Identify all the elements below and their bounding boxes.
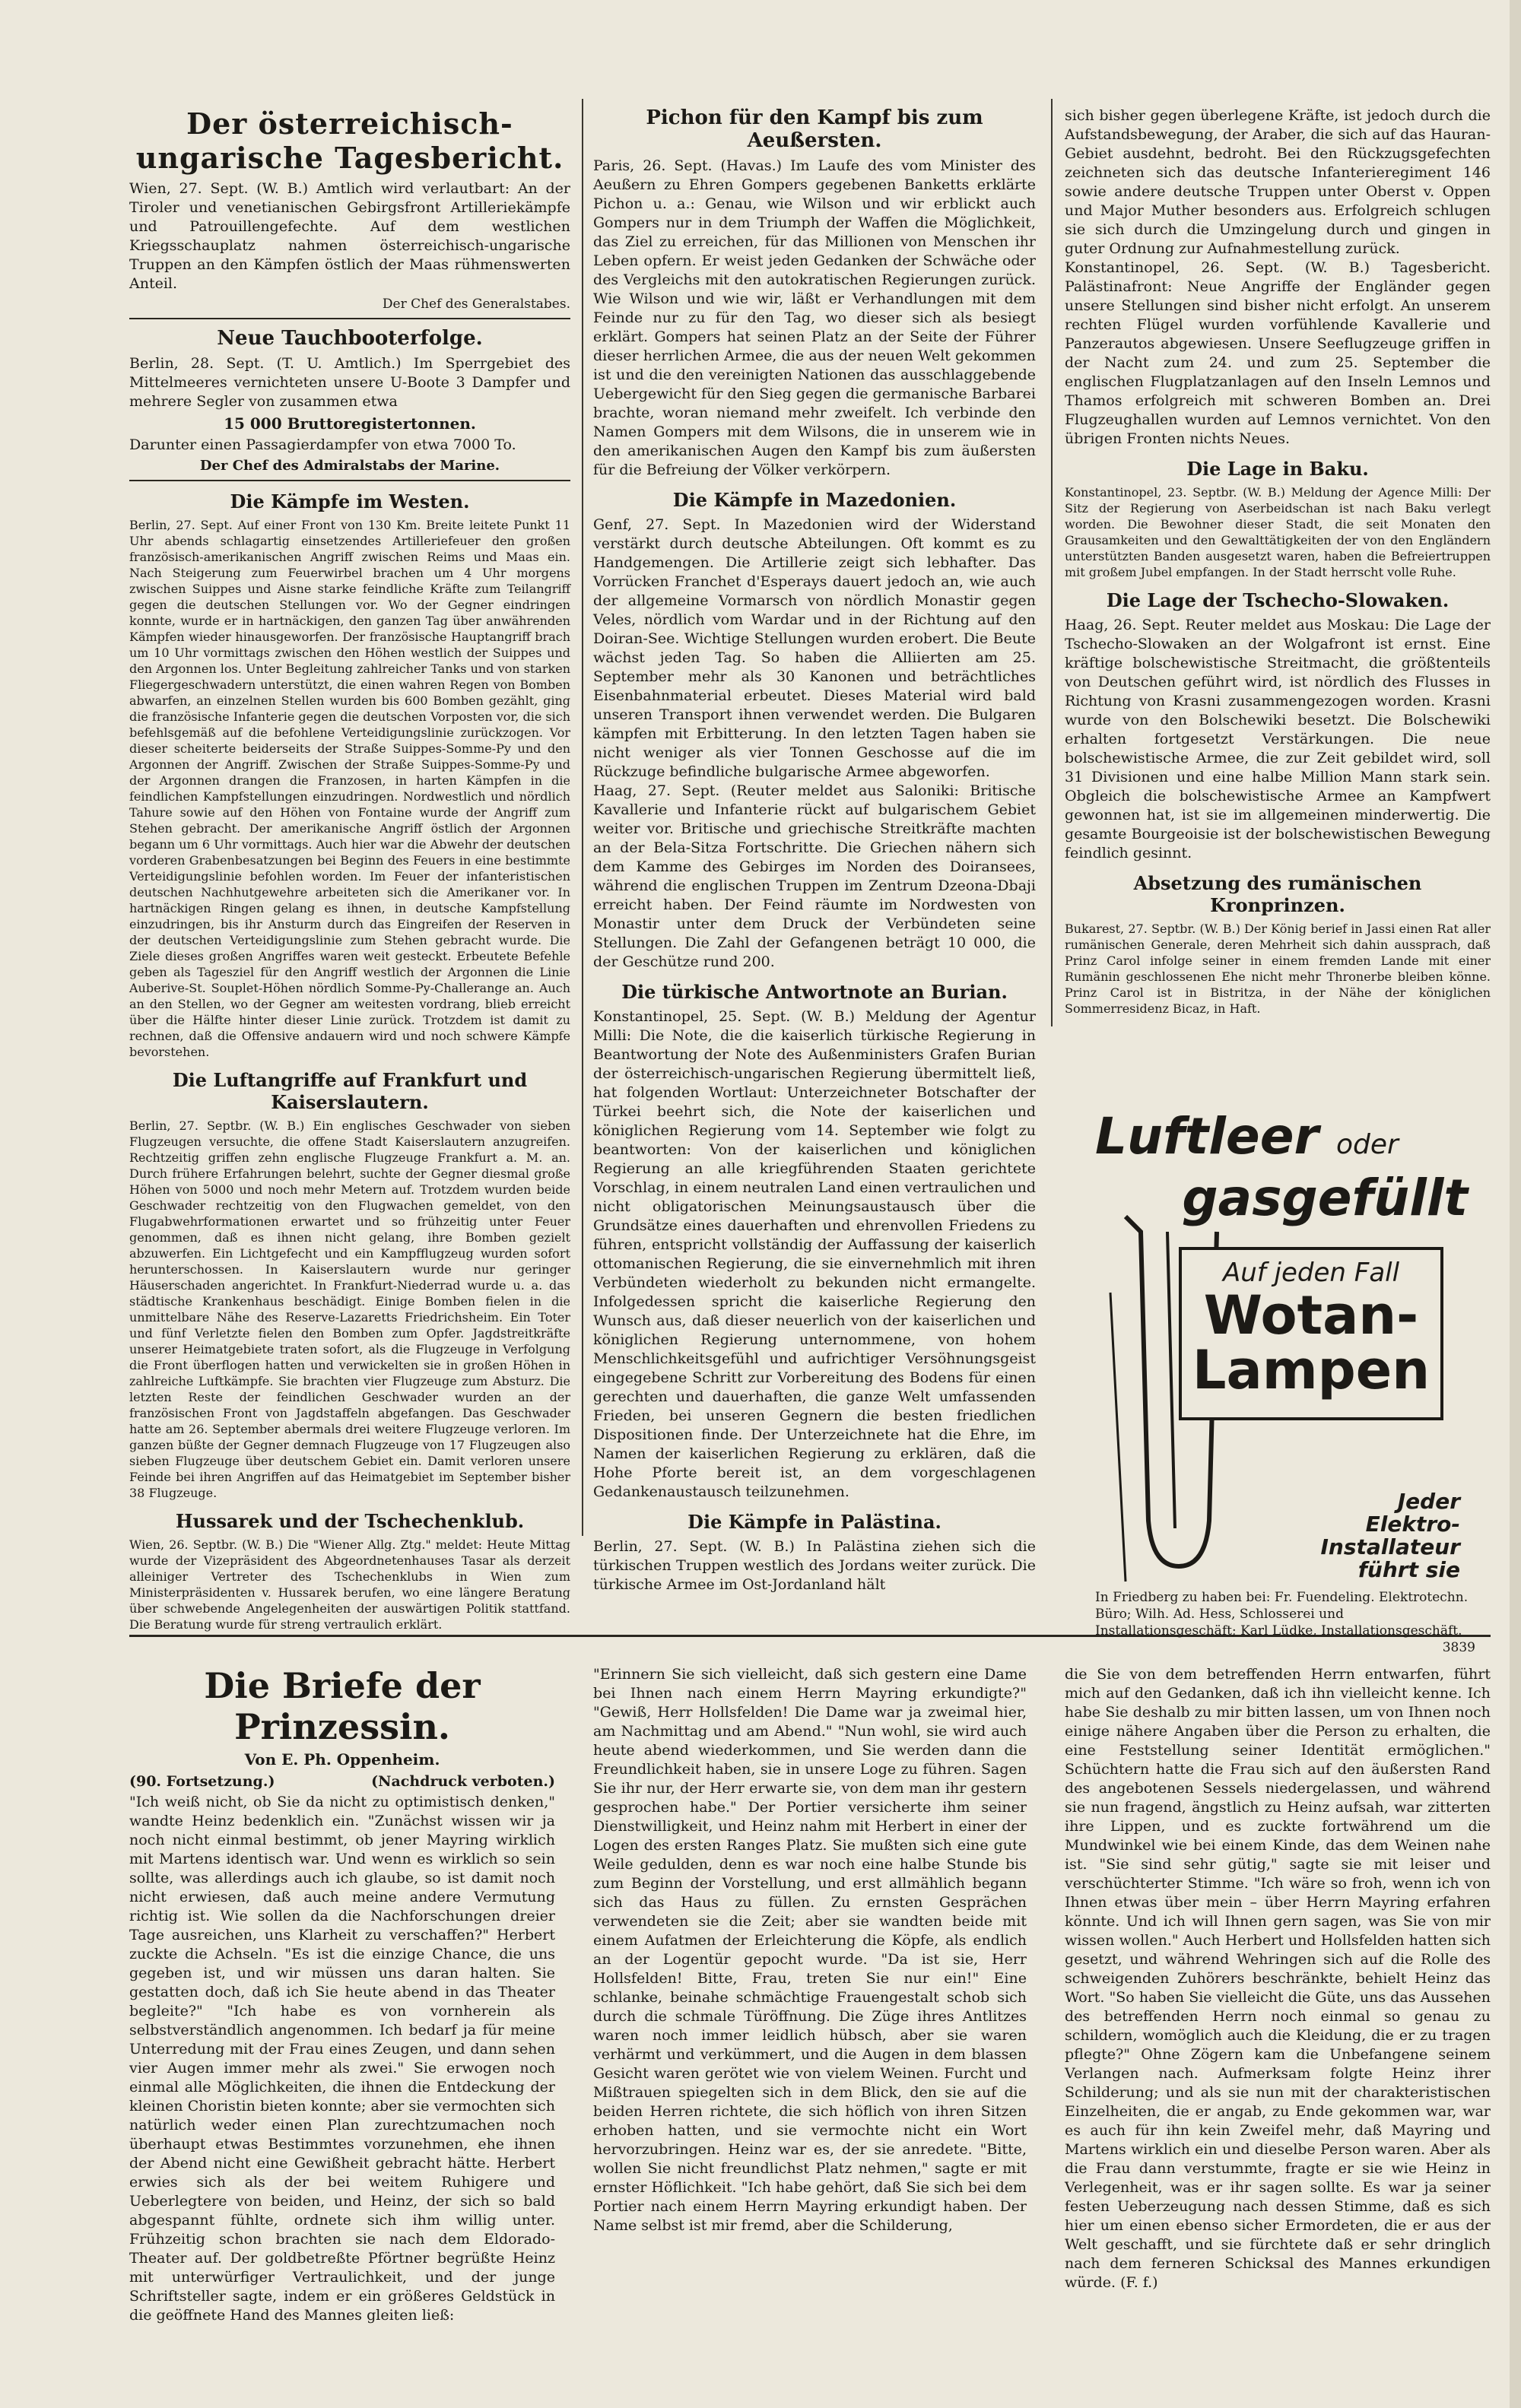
czech-body: Haag, 26. Sept. Reuter meldet aus Moskau: Die Lage der Tschecho-Slowaken an der Wolgafront ist ernst. Eine kräftige bolschewistische Streitmacht, die größtenteils von Deutschen geführt wird, ist nördlich des Flusses in Richtung von Krasni zusammengezogen worden. Krasni wurde von den Bolschewiki besetzt. Die Bolschewiki erhalten fortgesetzt Verstärkungen. Die neue bolschewistische Armee, die zur Zeit gebildet wird, soll 31 Divisionen und eine halbe Million Mann stark sein. Obgleich die bolschewistische Armee an Kampfwert gewonnen hat, ist sie im allgemeinen minderwertig. Die gesamte Bourgeoisie ist der bolschewistischen Bewegung feindlich gesinnt.: [1065, 617, 1491, 861]
uboat-note: Darunter einen Passagierdampfer von etwa 7000 To.: [129, 436, 516, 453]
ad-line-1: Luftleer: [1095, 1107, 1319, 1166]
west-title: Die Kämpfe im Westen.: [230, 490, 470, 512]
report-signature: Der Chef des Generalstabes.: [382, 297, 570, 312]
burian-title: Die türkische Antwortnote an Burian.: [621, 981, 1008, 1003]
serial-author: Von E. Ph. Oppenheim.: [244, 1750, 440, 1769]
ad-tagline-2: Elektro-Installateur: [1320, 1512, 1460, 1559]
pichon-title: Pichon für den Kampf bis zum Aeußersten.: [646, 106, 983, 152]
mac-body: Genf, 27. Sept. In Mazedonien wird der Widerstand verstärkt durch deutsche Abteilungen. Oft kommt es zu Handgemengen. Die Artillerie zeigt sich lebhafter. Das Vorrücken Franchet d'Esperays dauert jedoch an, wie auch der allgemeine Vormarsch von nördlich Monastir gegen Veles, nördlich vom Wardar und in der Richtung auf den Doiran-See. Wichtige Stellungen wurden erobert. Die Beute wächst jeden Tag. So haben die Alliierten am 25. September mehr als 30 Kanonen und beträchtliches Eisenbahnmaterial erbeutet. Dieses Material wird bald unseren Transport ihnen verwendet werden. Die Bulgaren kämpfen mit Erbitterung. In den letzten Tagen haben sie nicht weniger als vier Tonnen Geschosse auf die im Rückzuge befindliche bulgarische Armee abgeworfen.: [593, 516, 1036, 780]
uboat-tonnage: 15 000 Bruttoregistertonnen.: [224, 414, 476, 433]
ad-retailers: [1095, 1589, 1475, 1656]
palestine-body: Berlin, 27. Sept. (W. B.) In Palästina ziehen sich die türkischen Truppen westlich des Jordans weiter zurück. Die türkische Armee im Ost-Jordanland hält: [593, 1538, 1036, 1593]
serial-text-1: "Ich weiß nicht, ob Sie da nicht zu optimistisch denken," wandte Heinz bedenklich ein. "Zunächst wissen wir ja noch nicht einmal bestimmt, ob jener Mayring wirklich mit Martens identisch war. Und wenn es wirklich so sein sollte, was allerdings auch ich glaube, so ist damit noch nicht erwiesen, daß auch meine andere Vermutung richtig ist. Wie sollen da die Nachforschungen dreier Tage ausreichen, uns Klarheit zu verschaffen?" Herbert zuckte die Achseln. "Es ist die einzige Chance, die uns gegeben ist, und wir müssen uns daran halten. Sie gestatten doch, daß ich Sie heute abend in das Theater begleite?" "Ich habe es von vornherein als selbstverständlich angenommen. Ich bedarf ja für meine Unterredung mit der Frau eines Zeugen, und dann sehen vier Augen immer mehr als zwei." Sie erwogen noch einmal alle Möglichkeiten, die ihnen die Entdeckung der kleinen Choristin bieten konnte; aber sie vermochten sich natürlich weder einen Plan zurechtzumachen noch überhaupt etwas Bestimmtes vorzunehmen, ehe ihnen der Abend nicht eine Gewißheit gebracht hätte. Herbert erwies sich als der bei weitem Ruhigere und Ueberlegtere von beiden, und Heinz, der sich so bald abgespannt fühlte, ordnete sich ihm willig unter. Frühzeitig schon brachten sie nach dem Eldorado-Theater auf. Der goldbetreßte Pförtner begrüßte Heinz mit unterwürfiger Vertraulichkeit, und der junge Schriftsteller sagte, indem er ein größeres Geldstück in die geöffnete Hand des Mannes gleiten ließ:: [129, 1794, 555, 2324]
rule: [129, 480, 570, 481]
serial-reprint-note: (Nachdruck verboten.): [371, 1773, 555, 1790]
ad-line-1b: oder: [1336, 1129, 1399, 1160]
crown-prince-body: Bukarest, 27. Septbr. (W. B.) Der König berief in Jassi einen Rat aller rumänischen Generale, deren Mehrheit sich dahin aussprach, daß Prinz Carol infolge seiner in einem fremden Lande mit einer Rumänin geschlossenen Ehe nicht mehr Thronerbe bleiben könne. Prinz Carol ist in Bistritza, in der Nähe der königlichen Sommerresidenz Bicaz, in Haft.: [1065, 922, 1491, 1016]
ad-line-2: gasgefüllt: [1182, 1169, 1468, 1227]
column-3: [1065, 106, 1491, 1019]
air-title: Die Luftangriffe auf Frankfurt und Kaiserslautern.: [172, 1069, 528, 1113]
uboat-title: Neue Tauchbooterfolge.: [217, 327, 483, 350]
mac-title: Die Kämpfe in Mazedonien.: [672, 489, 957, 511]
column-2: [593, 106, 1036, 1593]
serial-meta: [129, 1773, 555, 1790]
page-margin-shadow: [1510, 0, 1521, 2408]
palestine-continued: sich bisher gegen überlegene Kräfte, ist jedoch durch die Aufstandsbewegung, der Araber, die sich auf das Hauran-Gebiet ausdehnt, bedroht. Bei den Rückzugsgefechten zeichneten sich das deutsche Infanterieregiment 146 sowie andere deutsche Truppen unter Oberst v. Oppen und Major Muther besonders aus. Erfolgreich schlugen sie sich durch die Umzingelung durch und gingen in guter Ordnung zur Aufnahmestellung zurück.: [1065, 107, 1491, 257]
ad-code: 3839: [1442, 1640, 1475, 1655]
husarek-title: Hussarek und der Tschechenklub.: [175, 1510, 525, 1532]
ad-box-line-2: Wotan-: [1203, 1284, 1419, 1347]
baku-title: Die Lage in Baku.: [1186, 458, 1369, 480]
filament-wire: [1167, 1232, 1175, 1528]
uboat-body: Berlin, 28. Sept. (T. U. Amtlich.) Im Sperrgebiet des Mittelmeeres vernichteten unsere U-Boote 3 Dampfer und mehrere Segler von zusammen etwa: [129, 355, 570, 410]
ad-tagline-3: führt sie: [1357, 1557, 1460, 1582]
column-1: [129, 106, 570, 1632]
serial-column-1: [129, 1665, 555, 2349]
palestine-body-2: Konstantinopel, 26. Sept. (W. B.) Tagesbericht. Palästinafront: Neue Angriffe der Engländer gegen unsere Stellungen sind bisher nicht erfolgt. An unserem rechten Flügel wurden vorfühlende Kavallerie und Panzerautos abgewiesen. Unsere Seeflugzeuge griffen in der Nacht zum 24. und zum 25. September die englischen Flugplatzanlagen auf den Inseln Lemnos und Thamos erfolgreich mit schweren Bomben an. Drei Flugzeughallen wurden auf Lemnos vernichtet. Von den übrigen Fronten nichts Neues.: [1065, 259, 1491, 447]
west-body: Berlin, 27. Sept. Auf einer Front von 130 Km. Breite leitete Punkt 11 Uhr abends schlagartig einsetzendes Artilleriefeuer den großen französisch-amerikanischen Angriff zwischen Reims und Maas ein. Nach Steigerung zum Feuerwirbel brachen um 4 Uhr morgens zwischen Suippes und Aisne starke feindliche Kräfte zum Teilangriff gegen die deutschen Stellungen vor. Wo der Gegner eindringen konnte, wurde er in hartnäckigen, den ganzen Tag über anwährenden Kämpfen wieder hinausgeworfen. Der französische Hauptangriff brach um 10 Uhr vormittags zwischen den Höhen westlich der Suippes und den Argonnen los. Unter Begleitung zahlreicher Tanks und von starken Fliegergeschwadern unterstützt, die einen wahren Regen von Bomben abwarfen, an einzelnen Stellen wurden bis 600 Bomben gezählt, ging die französische Infanterie gegen die deutschen Vorposten vor, die sich befehlsgemäß auf die befohlene Verteidigungslinie zurückzogen. Vor dieser scheiterte beiderseits der Straße Suippes-Somme-Py und den Argonnen der Angriff. Zwischen der Straße Suippes-Somme-Py und der Argonnen drangen die Franzosen, in harten Kämpfen in die feindlichen Kampfstellungen einzudringen. Nordwestlich und nördlich Tahure sowie auf den Höhen von Fontaine wurde der Angriff zum Stehen gebracht. Der amerikanische Angriff östlich der Argonnen begann um 6 Uhr vormittags. Auch hier war die Abwehr der deutschen vorderen Grabenbesatzungen bei Beginn des Feuers in eine bestimmte Verteidigungslinie befohlen worden. Im Feuer der infanteristischen deutschen Nachhutgewehre arbeiteten sich die Amerikaner vor. In hartnäckigen Ringen gelang es ihnen, in deutsche Kampfstellung einzudringen, bis ihr Ansturm durch das Eingreifen der Reserven in der deutschen Verteidigungslinie zum Stehen gebracht wurde. Die Ziele dieses großen Angriffes waren weit gesteckt. Erbeutete Befehle geben als Tagesziel für den Angriff westlich der Argonnen die Linie Auberive-St. Souplet-Höhen nördlich Somme-Py-Challerange an. Auch an den Stellen, wo der Gegner am weitesten vordrang, blieb erreicht über die Hälfte hinter dieser Linie zurück. Trotzdem ist damit zu rechnen, daß die Offensive andauern wird und noch schwere Kämpfe bevorstehen.: [129, 518, 570, 1059]
serial-column-3: [1065, 1665, 1491, 2349]
ad-headline: [1095, 1107, 1475, 1172]
burian-body: Konstantinopel, 25. Sept. (W. B.) Meldung der Agentur Milli: Die Note, die die kaiserlich türkische Regierung in Beantwortung der Note des Außenministers Grafen Burian der österreichisch-ungarischen Regierung übermittelt ließ, hat folgenden Wortlaut: Unterzeichneter Botschafter der Türkei beehrt sich, die Note der kaiserlichen und königlichen Regierung vom 14. September wie folgt zu beantworten: Von der kaiserlichen und königlichen Regierung an alle kriegführenden Staaten gerichtete Vorschlag, in einem neutralen Land einen vertraulichen und nicht obligatorischen Meinungsaustausch über die Grundsätze eines dauerhaften und ehrenvollen Friedens zu führen, entspricht vollständig der Auffassung der kaiserlich ottomanischen Regierung, die sie einvernehmlich mit ihren Verbündeten wiederholt zu bekunden nicht ermangelte. Infolgedessen spricht die kaiserliche Regierung den Wunsch aus, daß dieser neuerlich von der kaiserlichen und königlichen Regierung unternommene, von hohem Menschlichkeitsgefühl und aufrichtiger Versöhnungsgeist eingegebene Schritt zur Vorbereitung des Bodens für einen gerechten und dauerhaften, die ganze Welt umfassenden Frieden, bei unseren Gegnern die besten friedlichen Dispositionen finde. Der Unterzeichnete hat die Ehre, im Namen der kaiserlichen Regierung zu erklären, daß die Hohe Pforte bereit ist, an dem vorgeschlagenen Gedankenaustausch teilzunehmen.: [593, 1008, 1036, 1500]
husarek-body: Wien, 26. Septbr. (W. B.) Die "Wiener Allg. Ztg." meldet: Heute Mittag wurde der Vizepräsident des Abgeordnetenhauses Tasar als derzeit alleiniger Vertreter des Tschechenklubs in Wien zum Ministerpräsidenten v. Hussarek berufen, wo eine längere Beratung über schwebende Angelegenheiten der auswärtigen Politik stattfand. Die Beratung wurde für streng vertraulich erklärt.: [129, 1537, 570, 1632]
serial-column-2: [593, 1665, 1027, 2349]
wotan-lamp-advert: [1095, 1107, 1475, 1414]
ad-tagline: [1308, 1490, 1460, 1582]
baku-body: Konstantinopel, 23. Septbr. (W. B.) Meldung der Agence Milli: Der Sitz der Regierung von Aserbeidschan ist nach Baku verlegt worden. Die Bewohner dieser Stadt, die seit Monaten den Grausamkeiten und den Gewalttätigkeiten der von den Engländern unterstützten Banden ausgesetzt waren, haben die Befreiertruppen mit großem Jubel empfangen. In der Stadt herrscht volle Ruhe.: [1065, 485, 1491, 579]
ad-tagline-1: Jeder: [1397, 1489, 1460, 1514]
report-title: Der österreichisch-ungarische Tagesbericht.: [135, 106, 564, 175]
ad-box-line-3: Lampen: [1192, 1339, 1431, 1401]
serial-title: Die Briefe der Prinzessin.: [204, 1665, 481, 1747]
czech-title: Die Lage der Tschecho-Slowaken.: [1106, 589, 1450, 611]
rule: [129, 318, 570, 319]
air-body: Berlin, 27. Septbr. (W. B.) Ein englisches Geschwader von sieben Flugzeugen versuchte, die offene Stadt Kaiserslautern anzugreifen. Rechtzeitig griffen zehn englische Flugzeuge Frankfurt a. M. an. Durch frühere Erfahrungen belehrt, suchte der Gegner diesmal große Höhen von 5000 und noch mehr Metern auf. Trotzdem wurden beide Geschwader rechtzeitig von den Flugwachen gemeldet, von den Flugabwehrformationen erwartet und so frühzeitig unter Feuer genommen, daß es ihnen nicht gelang, ihre Bomben gezielt abzuwerfen. Ein Lichtgefecht und ein Kampfflugzeug wurden sofort herunterschossen. In Kaiserslautern wurde nur geringer Häuserschaden angerichtet. In Frankfurt-Niederrad wurde u. a. das städtische Krankenhaus beschädigt. Einige Bomben fielen in die unmittelbare Nähe des Reserve-Lazaretts Friedrichsheim. Ein Toter und fünf Verletzte fielen den Bomben zum Opfer. Jagdstreitkräfte unserer Heimatgebiete traten sofort, als die Flugzeuge in Verfolgung die Front überflogen hatten und verwickelten sie in großen Höhen in zahlreiche Luftkämpfe. Sie brachten vier Flugzeuge zum Absturz. Die letzten Reste der feindlichen Geschwader wurden an der französischen Front von Jagdstaffeln abgefangen. Das Geschwader hatte am 26. September abermals drei weitere Flugzeuge verloren. Im ganzen büßte der Gegner demnach Flugzeuge von 17 Flugzeugen also sieben Flugzeuge über deutschem Gebiet ein. Damit verloren unsere Feinde bei ihren Angriffen auf das Heimatgebiet im September bisher 38 Flugzeuge.: [129, 1118, 570, 1500]
column-rule-1: [582, 99, 583, 1536]
filament-wire: [1110, 1293, 1126, 1582]
mac-body-2: Haag, 27. Sept. (Reuter meldet aus Saloniki: Britische Kavallerie und Infanterie rückt auf bulgarischem Gebiet weiter vor. Britische und griechische Streitkräfte machten an der Bela-Sitza Fortschritte. Die Griechen nähern sich dem Kamme des Gebirges im Norden des Doiransees, während die englischen Truppen im Zentrum Dzeona-Dbaji erreicht haben. Der Feind räumte im Nordwesten von Monastir unter dem Druck der Verbündeten seine Stellungen. Die Zahl der Gefangenen beträgt 10 000, die der Geschütze rund 200.: [593, 782, 1036, 970]
uboat-signature: Der Chef des Admiralstabs der Marine.: [199, 458, 500, 474]
serial-part: (90. Fortsetzung.): [129, 1773, 275, 1790]
ad-box-line-1: Auf jeden Fall: [1222, 1258, 1400, 1288]
feuilleton-serial: [129, 1665, 1491, 2349]
palestine-title: Die Kämpfe in Palästina.: [687, 1511, 941, 1533]
crown-prince-title: Absetzung des rumänischen Kronprinzen.: [1133, 872, 1422, 916]
ad-retailers-text: In Friedberg zu haben bei: Fr. Fuendeling. Elektrotechn. Büro; Wilh. Ad. Hess, Schlosserei und Installationsgeschäft; Karl Lüdke, Installationsgeschäft.: [1095, 1590, 1469, 1639]
serial-text-2: "Erinnern Sie sich vielleicht, daß sich gestern eine Dame bei Ihnen nach einem Herrn Mayring erkundigte?" "Gewiß, Herr Hollsfelden! Die Dame war ja zweimal hier, am Nachmittag und am Abend." "Nun wohl, sie wird auch heute abend wiederkommen, und Sie werden dann die Freundlichkeit haben, sie in unsere Loge zu führen. Sagen Sie ihr nur, der Herr erwarte sie, von dem man ihr gestern gesprochen habe." Der Portier versicherte ihm seiner Dienstwilligkeit, und Heinz nahm mit Herbert in einer der Logen des ersten Ranges Platz. Sie mußten sich eine gute Weile gedulden, denn es war noch eine halbe Stunde bis zum Beginn der Vorstellung, und erst allmählich begann sich das Haus zu füllen. Zu ernsten Gesprächen verwendeten sie die Zeit; aber sie wandten beide mit einem Aufatmen der Erleichterung die Köpfe, als endlich an der Logentür gepocht wurde. "Da ist sie, Herr Hollsfelden! Bitte, Frau, treten Sie nur ein!" Eine schlanke, beinahe schmächtige Frauengestalt schob sich durch die schmale Türöffnung. Die Züge ihres Antlitzes waren noch immer leidlich hübsch, aber sie waren verhärmt und verkümmert, und die Augen in dem blassen Gesicht waren gerötet wie von vielem Weinen. Furcht und Mißtrauen spiegelten sich in dem Blick, den sie auf die beiden Herren richtete, die sich höflich von ihren Sitzen erhoben hatten, und sie vermochte nicht ein Wort hervorzubringen. Heinz war es, der sie anredete. "Bitte, wollen Sie nicht freundlichst Platz nehmen," sagte er mit ernster Höflichkeit. "Ich habe gehört, daß Sie sich bei dem Portier nach einem Herrn Mayring erkundigt haben. Der Name selbst ist mir fremd, aber die Schilderung,: [593, 1666, 1027, 2234]
ad-framed-box: [1179, 1247, 1443, 1420]
column-rule-2: [1051, 99, 1053, 1026]
report-body: Wien, 27. Sept. (W. B.) Amtlich wird verlautbart: An der Tiroler und venetianischen Gebirgsfront Artilleriekämpfe und Patrouillengefechte. Auf dem westlichen Kriegsschauplatz nahmen österreichisch-ungarische Truppen an den Kämpfen östlich der Maas rühmenswerten Anteil.: [129, 180, 570, 292]
pichon-body: Paris, 26. Sept. (Havas.) Im Laufe des vom Minister des Aeußern zu Ehren Gompers gegebenen Banketts erklärte Pichon u. a.: Genau, wie Wilson und wir erblickt auch Gompers nur in dem Triumph der Waffen die Möglichkeit, das Ziel zu erreichen, für das Millionen von Menschen ihr Leben opfern. Er weist jeden Gedanken der Schwäche oder des Vergleichs mit den autokratischen Regierungen zurück. Wie Wilson und wie wir, läßt er Verhandlungen mit dem Feinde nur zu für den Tag, wo dieser sich als besiegt erklärt. Gompers hat seinen Platz an der Seite der Führer dieser herrlichen Armee, die aus der neuen Welt gekommen ist und die den vereinigten Nationen das ausschlaggebende Uebergewicht für den Sieg gegen die germanische Barbarei brachte, woran niemand mehr zweifelt. Ich verbinde den Namen Gompers mit dem Wilsons, die in unserem wie in den amerikanischen Augen den Kampf bis zum äußersten für die Befreiung der Völker verkörpern.: [593, 157, 1036, 478]
serial-text-3: die Sie von dem betreffenden Herrn entwarfen, führt mich auf den Gedanken, daß ich ihn vielleicht kenne. Ich habe Sie deshalb zu mir bitten lassen, um von Ihnen noch einige nähere Angaben über die Person zu erhalten, die eine Feststellung seiner Identität ermöglichen." Schüchtern hatte die Frau sich auf den äußersten Rand des angebotenen Sessels niedergelassen, und während sie nun fragend, ängstlich zu Heinz aufsah, war zitterten ihre Lippen, und es zuckte fortwährend um die Mundwinkel wie bei einem Kinde, das dem Weinen nahe ist. "Sie sind sehr gütig," sagte sie mit leiser und verschüchterter Stimme. "Ich wäre so froh, wenn ich von Ihnen etwas über mein – über Herrn Mayring erfahren könnte. Und ich will Ihnen gern sagen, was Sie von mir wissen wollen." Auch Herbert und Hollsfelden hatten sich gesetzt, und während Wehringen sich auf die Rolle des schweigenden Zuhörers beschränkte, behielt Heinz das Wort. "So haben Sie vielleicht die Güte, uns das Aussehen des betreffenden Herrn noch einmal so genau zu schildern, womöglich auch die Kleidung, die er zu tragen pflegte?" Ohne Zögern kam die Unbefangene seinem Verlangen nach. Aufmerksam folgte Heinz ihrer Schilderung; und als sie nun mit der charakteristischen Einzelheiten, die er angab, zu Ende gekommen war, war es auch für ihn kein Zweifel mehr, daß Mayring und Martens wirklich ein und dieselbe Person waren. Aber als die Frau dann verstummte, fragte er sie wie Heinz in Verlegenheit, was er ihr sagen sollte. Es war ja seiner festen Ueberzeugung nach dessen Stimme, daß es sich hier um einen ebenso sicher Ermordeten, die er aus der Welt geschafft, und sie fürchtete daß er sehr dringlich nach dem ferneren Schicksal des Mannes erkundigen würde. (F. f.): [1065, 1666, 1491, 2291]
